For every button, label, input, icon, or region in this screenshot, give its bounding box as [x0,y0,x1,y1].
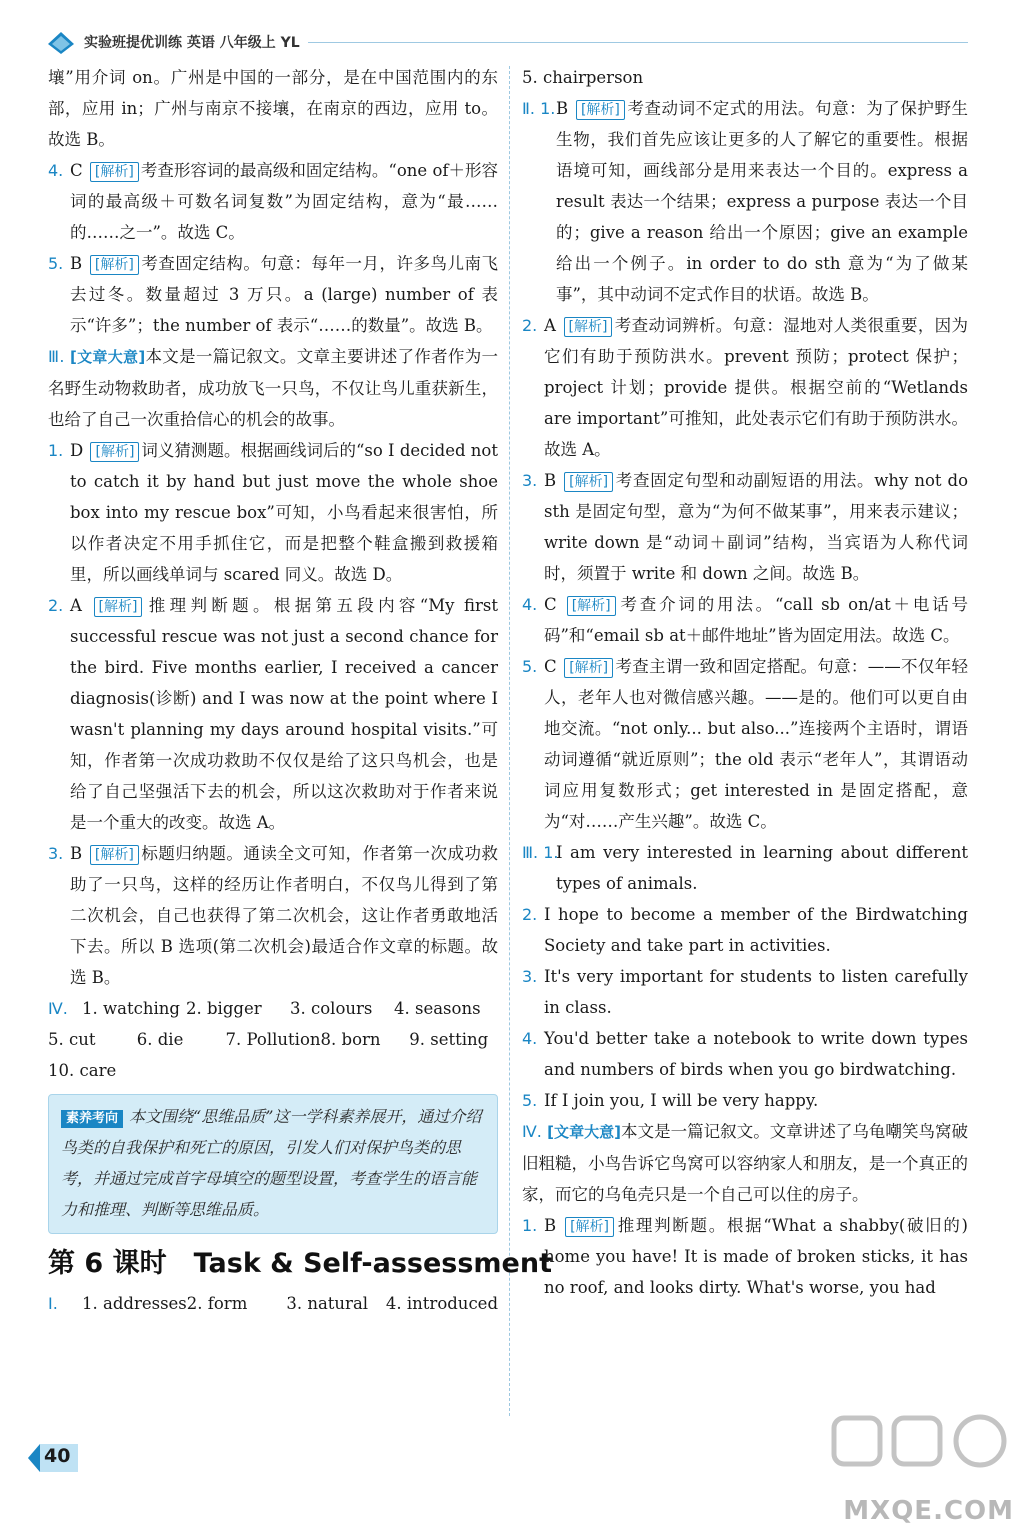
fill-answer: 1. addresses [82,1294,187,1313]
answer-item-5: 5. B [解析] 考查固定结构。句意：每年一月，许多鸟儿南飞去过冬。数量超过 3 万只。a (large) number of 表示“许多”；the number of 表示“……的数量”。故选 B。 [48,254,499,335]
section-3-sentence-1: Ⅲ. 1. I am very interested in learning about different types of animals. [522,843,968,893]
literacy-tag: 素养考向 [61,1110,123,1128]
section-1-row: Ⅰ. 1. addresses 2. form 3. natural 4. introduced [48,1288,498,1319]
fill-answer: 8. born [320,1030,381,1049]
section-4-row-2 [48,1024,498,1055]
fill-answer: 3. natural [286,1294,369,1313]
fill-answer: 5. cut [48,1030,96,1049]
section-3-item-1: 1. D [解析] 词义猜测题。根据画线词后的“so I decided not to catch it by hand but just move the whole shoe box into my rescue box”可知，小鸟看起来很害怕，所以作者决定不用手抓住它，而是把整个鞋盒搬到救援箱里，所以画线单词与 scared 同义。故选 D。 [48,441,498,584]
answer-item-4: 4. C [解析] 考查形容词的最高级和固定结构。“one of＋形容词的最高级＋可数名词复数”为固定结构，意为“最……的……之一”。故选 C。 [48,161,499,242]
fill-answer: 4. seasons [394,999,481,1018]
page-header [40,26,970,60]
header-rule [308,42,968,43]
section-3-item-2: 2. A [解析] 推理判断题。根据第五段内容“My first successful rescue was not just a second chance for the bird. Five months earlier, I received a cancer diagnosis(诊断) and I was now at the point where I wasn't planning my days around hospital visits.”可知，作者第一次成功救助不仅仅是给了这只鸟机会，也是给了自己坚强活下去的机会，所以这次救助对于作者来说是一个重大的改变。故选 A。 [48,596,498,832]
watermark-text: MXQE.COM [843,1496,1014,1526]
summary-tag: [文章大意] [69,348,146,366]
column-divider [509,66,510,1416]
analysis-badge: [解析] [94,597,143,617]
section-3-sentence-4: 4. You'd better take a notebook to write down types and numbers of birds when you go birdwatching. [522,1029,968,1079]
section-4-summary: Ⅳ. [文章大意]本文是一篇记叙文。文章讲述了乌龟嘲笑鸟窝破旧粗糙，小鸟告诉它鸟窝可以容纳家人和朋友，是一个真正的家，而它的乌龟壳只是一个自己可以住的房子。 [522,1122,969,1204]
analysis-badge: [解析] [90,845,139,865]
section-2-item-5: 5. C [解析] 考查主谓一致和固定搭配。句意：——不仅年轻人，老年人也对微信感兴趣。——是的。他们可以更自由地交流。“not only... but also...”连接两个主语时，谓语动词遵循“就近原则”；the old 表示“老年人”，其谓语动词应用复数形式；get interested in 是固定搭配，意为“对……产生兴趣”。故选 C。 [522,657,969,831]
fill-answer: 2. form [186,1294,248,1313]
watermark-logo-icon [824,1410,1014,1490]
analysis-badge: [解析] [90,162,139,182]
analysis-badge: [解析] [90,442,139,462]
section-4-row-3 [48,1055,498,1086]
right-column [522,62,968,1303]
fill-answer: 10. care [48,1061,117,1080]
page-number: 40 [44,1445,71,1467]
analysis-badge: [解析] [564,317,613,337]
header-title: 实验班提优训练 英语 八年级上 YL [84,35,300,51]
summary-tag: [文章大意] [547,1123,622,1141]
book-logo-icon [46,30,76,56]
section-2-item-4: 4. C [解析] 考查介词的用法。“call sb on/at＋电话号码”和“email sb at＋邮件地址”皆为固定用法。故选 C。 [522,595,968,645]
fill-answer: 1. watching [82,999,180,1018]
fill-answer: 2. bigger [186,999,262,1018]
section-3-sentence-5: 5. If I join you, I will be very happy. [522,1091,819,1110]
section-2-item-1: Ⅱ. 1. B [解析] 考查动词不定式的用法。句意：为了保护野生生物，我们首先应该让更多的人了解它的重要性。根据语境可知，画线部分是用来表达一个目的。express a result 表达一个结果；express a purpose 表达一个目的；give a reason 给出一个原因；give an example 给出一个例子。in order to do sth 意为“为了做某事”，其中动词不定式作目的状语。故选 B。 [522,99,969,304]
analysis-badge: [解析] [564,472,613,492]
section-4-item-1: 1. B [解析] 推理判断题。根据“What a shabby(破旧的) home you have! It is made of broken sticks, it has no roof, and looks dirty. What's worse, you had [522,1216,968,1297]
analysis-badge: [解析] [90,255,139,275]
watermark [824,1410,1014,1530]
fill-answer: 9. setting [409,1030,489,1049]
analysis-badge: [解析] [565,1217,614,1237]
literacy-text: 本文围绕“思维品质”这一学科素养展开，通过介绍鸟类的自我保护和死亡的原因，引发人们对保护鸟类的思考，并通过完成首字母填空的题型设置，考查学生的语言能力和推理、判断等思维品质。 [61,1107,482,1219]
analysis-badge: [解析] [567,596,616,616]
fill-answer: 3. colours [290,999,373,1018]
fill-answer: 4. introduced [385,1294,499,1313]
section-3-item-3: 3. B [解析] 标题归纳题。通读全文可知，作者第一次成功救助了一只鸟，这样的经历让作者明白，不仅鸟儿得到了第二次机会，自己也获得了第二次机会，这让作者勇敢地活下去。所以 B 选项(第二次机会)最适合作文章的标题。故选 B。 [48,844,499,987]
left-column [48,62,552,1319]
fill-answer: 7. Pollution [225,1030,321,1049]
section-2-item-3: 3. B [解析] 考查固定句型和动副短语的用法。why not do sth 是固定句型，意为“为何不做某事”，用来表示建议；write down 是“动词＋副词”结构，当宾语为人称代词时，须置于 write 和 down 之间。故选 B。 [522,471,969,583]
analysis-badge: [解析] [564,658,613,678]
literacy-note-box [48,1094,498,1234]
continued-paragraph: 壤”用介词 on。广州是中国的一部分，是在中国范围内的东部，应用 in；广州与南京不接壤，在南京的西边，应用 to。故选 B。 [48,68,498,149]
page-number-badge [26,1440,80,1476]
section-4-row-1: Ⅳ. 1. watching 2. bigger 3. colours 4. seasons [48,993,498,1024]
section-3-summary: Ⅲ. [文章大意]本文是一篇记叙文。文章主要讲述了作者作为一名野生动物救助者，成功放飞一只鸟，不仅让鸟儿重获新生，也给了自己一次重拾信心的机会的故事。 [48,347,498,429]
fill-answer: 6. die [136,1030,184,1049]
analysis-badge: [解析] [576,100,625,120]
section-2-item-2: 2. A [解析] 考查动词辨析。句意：湿地对人类很重要，因为它们有助于预防洪水。prevent 预防；protect 保护；project 计划；provide 提供。根据空前的“Wetlands are important”可推知，此处表示它们有助于预防洪水。故选 A。 [522,316,969,459]
fill-answer-5: 5. chairperson [522,68,644,87]
section-3-sentence-3: 3. It's very important for students to listen carefully in class. [522,967,968,1017]
section-3-sentence-2: 2. I hope to become a member of the Birdwatching Society and take part in activities. [522,905,968,955]
lesson-heading: 第 6 课时 Task & Self-assessment [48,1248,552,1279]
